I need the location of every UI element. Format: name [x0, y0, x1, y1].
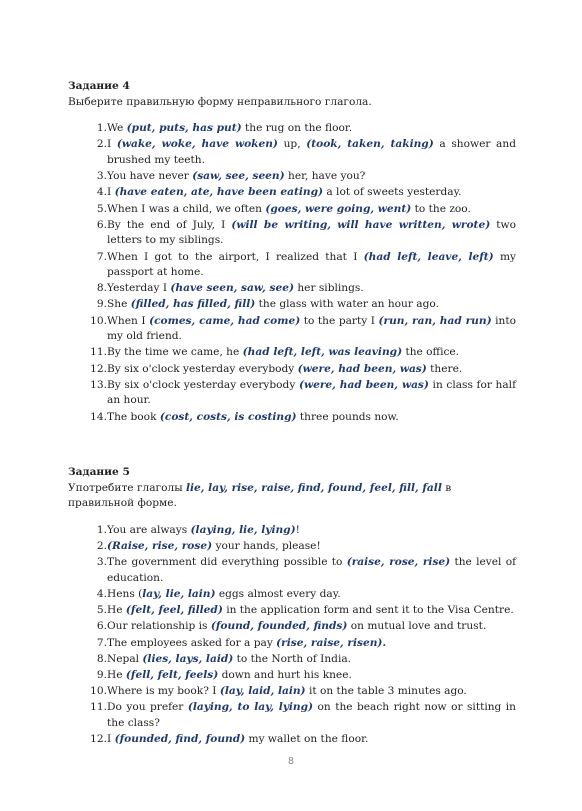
- item-text: [107, 281, 516, 297]
- item-number: 9.: [96, 298, 107, 311]
- answer-options: (put, puts, has put): [126, 122, 242, 135]
- list-item: [68, 121, 516, 137]
- sentence-text: the rug on the floor.: [241, 122, 353, 135]
- list-item: [68, 732, 516, 748]
- answer-options: (rise, raise, risen).: [276, 636, 387, 649]
- list-item: [68, 297, 516, 313]
- answer-options: (comes, came, had come): [149, 314, 301, 327]
- sentence-text: By the end of July, I: [107, 218, 232, 231]
- item-text: [107, 619, 516, 635]
- list-item: [68, 603, 516, 619]
- list-item: [68, 345, 516, 361]
- sentence-text: The book: [107, 410, 160, 423]
- sentence-text: your hands, please!: [212, 539, 321, 552]
- item-text: [107, 121, 516, 137]
- answer-options: (took, taken, taking): [306, 138, 434, 151]
- task-4-section: [68, 79, 516, 426]
- answer-options: (founded, find, found): [114, 733, 246, 746]
- sentence-text: to the North of India.: [233, 652, 352, 665]
- item-text: [107, 218, 516, 249]
- list-item: [68, 619, 516, 635]
- sentence-text: the glass with water an hour ago.: [255, 298, 439, 311]
- item-text: [107, 732, 516, 748]
- item-number: 5.: [96, 604, 107, 617]
- answer-options: (laying, lie, lying): [190, 523, 296, 536]
- item-text: [107, 314, 516, 345]
- item-text: [107, 362, 516, 378]
- list-item: [68, 250, 516, 281]
- list-item: [68, 523, 516, 539]
- answer-options: (run, ran, had run): [378, 314, 492, 327]
- item-number: 4.: [96, 186, 107, 199]
- item-text: [107, 603, 516, 619]
- item-text: [107, 636, 516, 652]
- list-item: [68, 378, 516, 409]
- item-text: [107, 539, 516, 555]
- answer-options: (found, founded, finds): [210, 620, 348, 633]
- sentence-text: When I was a child, we often: [107, 202, 266, 215]
- list-item: [68, 652, 516, 668]
- list-item: [68, 700, 516, 731]
- list-item: [68, 218, 516, 249]
- item-number: 5.: [96, 202, 107, 215]
- item-text: [107, 700, 516, 731]
- answer-options: (fell, felt, feels): [125, 668, 219, 681]
- item-number: 10.: [90, 685, 107, 698]
- item-text: [107, 587, 516, 603]
- sentence-text: there.: [426, 362, 463, 375]
- list-item: [68, 169, 516, 185]
- answer-options: (lies, lays, laid): [142, 652, 234, 665]
- item-number: 11.: [90, 701, 107, 714]
- sentence-text: He: [107, 604, 126, 617]
- list-item: [68, 185, 516, 201]
- sentence-text: in class for half an hour.: [107, 378, 516, 407]
- item-number: 14.: [90, 410, 107, 423]
- task-5-title: Задание 5: [68, 466, 130, 478]
- item-number: 2.: [96, 138, 107, 151]
- sentence-text: down and hurt his knee.: [218, 668, 352, 681]
- sentence-text: I: [107, 733, 115, 746]
- sentence-text: You have never: [107, 170, 193, 183]
- item-number: 8.: [96, 282, 107, 295]
- answer-options: (filled, has filled, fill): [130, 298, 256, 311]
- task-5-verb-list: lie, lay, rise, raise, find, found, feel, fill, fall: [186, 481, 442, 494]
- answer-options: (have seen, saw, see): [170, 282, 294, 295]
- sentence-text: to the party I: [300, 314, 379, 327]
- task-5-list: [68, 523, 516, 748]
- answer-options: (were, had been, was): [298, 378, 429, 391]
- item-number: 12.: [90, 362, 107, 375]
- answer-options: (felt, feel, filled): [125, 604, 223, 617]
- answer-options: (goes, were going, went): [265, 202, 412, 215]
- list-item: [68, 281, 516, 297]
- item-number: 1.: [96, 122, 107, 135]
- item-text: [107, 250, 516, 281]
- sentence-text: in the application form and sent it to the Visa Centre.: [222, 604, 514, 617]
- sentence-text: By six o'clock yesterday everybody: [107, 362, 298, 375]
- list-item: [68, 636, 516, 652]
- answer-options: (had left, left, was leaving): [242, 346, 403, 359]
- answer-options: (lay, laid, lain): [219, 685, 306, 698]
- sentence-text: When I got to the airport, I realized that I: [107, 250, 364, 263]
- sentence-text: The government did everything possible to: [107, 556, 347, 569]
- item-text: [107, 202, 516, 218]
- sentence-text: eggs almost every day.: [215, 587, 341, 600]
- item-number: 6.: [96, 218, 107, 231]
- answer-options: (raise, rose, rise): [346, 556, 451, 569]
- list-item: [68, 684, 516, 700]
- list-item: [68, 314, 516, 345]
- item-text: [107, 169, 516, 185]
- item-text: [107, 297, 516, 313]
- task-4-list: [68, 121, 516, 425]
- sentence-text: on the beach right now or sitting in the class?: [107, 701, 517, 729]
- sentence-text: He: [107, 668, 126, 681]
- item-number: 8.: [96, 652, 107, 665]
- sentence-text: three pounds now.: [296, 410, 399, 423]
- answer-options: (were, had been, was): [297, 362, 427, 375]
- sentence-text: the level of education.: [107, 556, 516, 584]
- item-text: [107, 555, 516, 586]
- answer-options: lay, lie, lain): [142, 587, 216, 600]
- sentence-text: her, have you?: [284, 170, 366, 183]
- item-number: 11.: [90, 346, 107, 359]
- sentence-text: The employees asked for a pay: [107, 636, 277, 649]
- task-5-instruction-pre: Употребите глаголы: [68, 481, 186, 494]
- answer-options: (wake, woke, have woken): [116, 138, 278, 151]
- sentence-text: By six o'clock yesterday everybody: [107, 378, 299, 391]
- sentence-text: Do you prefer: [107, 701, 188, 714]
- item-number: 2.: [96, 539, 107, 552]
- item-text: [107, 684, 516, 700]
- item-number: 9.: [96, 668, 107, 681]
- sentence-text: !: [295, 523, 300, 536]
- item-text: [107, 652, 516, 668]
- sentence-text: a shower and brushed my teeth.: [107, 138, 516, 166]
- sentence-text: By the time we came, he: [107, 346, 243, 359]
- task-5-instruction: [68, 481, 516, 512]
- sentence-text: up,: [277, 138, 307, 151]
- sentence-text: into my old friend.: [107, 314, 516, 343]
- answer-options: (saw, see, seen): [192, 170, 285, 183]
- item-number: 4.: [96, 587, 107, 600]
- list-item: [68, 202, 516, 218]
- task-5-section: [68, 465, 516, 748]
- sentence-text: When I: [107, 314, 150, 327]
- item-text: [107, 523, 516, 539]
- sentence-text: Yesterday I: [107, 282, 171, 295]
- task-4-title: Задание 4: [68, 80, 130, 92]
- page-number: 8: [287, 756, 295, 767]
- list-item: [68, 555, 516, 586]
- item-number: 7.: [96, 636, 107, 649]
- sentence-text: to the zoo.: [411, 202, 471, 215]
- sentence-text: her siblings.: [293, 282, 364, 295]
- list-item: [68, 587, 516, 603]
- list-item: [68, 137, 516, 168]
- sentence-text: She: [107, 298, 131, 311]
- list-item: [68, 362, 516, 378]
- sentence-text: You are always: [107, 523, 191, 536]
- answer-options: (have eaten, ate, have been eating): [114, 186, 323, 199]
- sentence-text: Hens (: [107, 587, 143, 600]
- sentence-text: the office.: [402, 346, 460, 359]
- item-text: [107, 410, 516, 426]
- answer-options: (will be writing, will have written, wrote): [231, 218, 491, 231]
- sentence-text: Nepal: [107, 652, 143, 665]
- sentence-text: my passport at home.: [107, 250, 516, 279]
- item-number: 12.: [90, 733, 107, 746]
- list-item: [68, 668, 516, 684]
- task-4-instruction: Выберите правильную форму неправильного глагола.: [68, 95, 372, 108]
- answer-options: (Raise, rise, rose): [107, 539, 213, 552]
- item-number: 3.: [96, 170, 107, 183]
- sentence-text: on mutual love and trust.: [347, 620, 487, 633]
- item-text: [107, 137, 516, 168]
- answer-options: (had left, leave, left): [363, 250, 494, 263]
- sentence-text: it on the table 3 minutes ago.: [305, 685, 467, 698]
- list-item: [68, 539, 516, 555]
- task-5-instruction-post: в правильной форме.: [68, 481, 452, 510]
- sentence-text: I: [107, 186, 115, 199]
- item-number: 10.: [90, 314, 107, 327]
- item-number: 3.: [96, 556, 107, 569]
- sentence-text: Where is my book? I: [107, 685, 220, 698]
- item-number: 7.: [96, 250, 107, 263]
- list-item: [68, 410, 516, 426]
- item-number: 13.: [90, 378, 107, 391]
- sentence-text: We: [107, 122, 127, 135]
- item-text: [107, 185, 516, 201]
- sentence-text: I: [107, 138, 117, 151]
- answer-options: (cost, costs, is costing): [159, 410, 297, 423]
- sentence-text: my wallet on the floor.: [245, 733, 369, 746]
- answer-options: (laying, to lay, lying): [187, 701, 314, 714]
- sentence-text: a lot of sweets yesterday.: [323, 186, 462, 199]
- item-text: [107, 378, 516, 409]
- item-text: [107, 345, 516, 361]
- sentence-text: Our relationship is: [107, 620, 211, 633]
- item-text: [107, 668, 516, 684]
- item-number: 1.: [96, 523, 107, 536]
- item-number: 6.: [96, 620, 107, 633]
- sentence-text: two letters to my siblings.: [107, 218, 516, 247]
